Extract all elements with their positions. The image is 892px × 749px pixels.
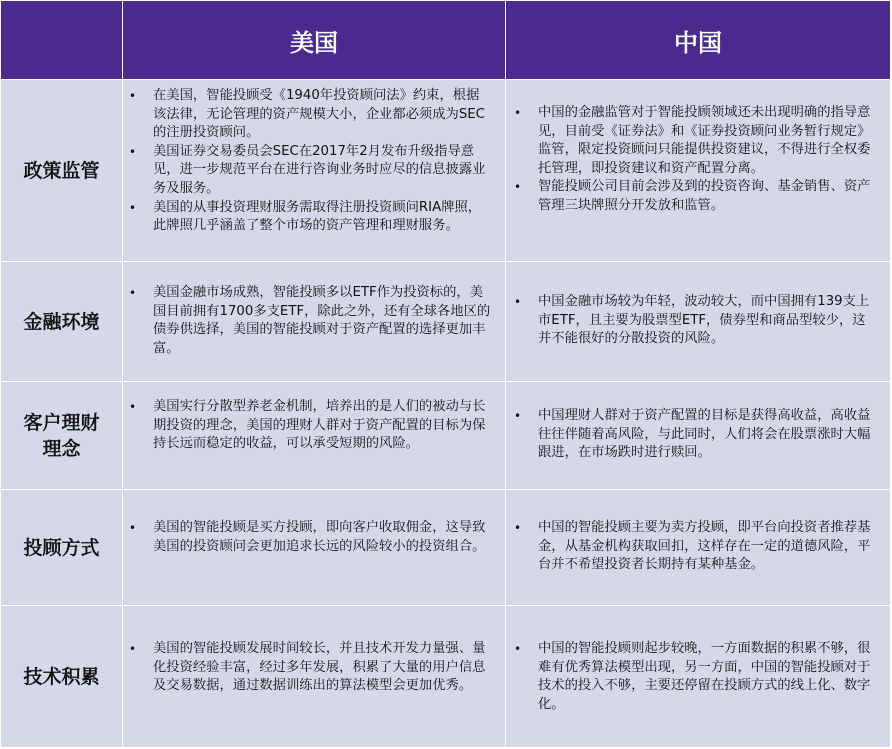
header-cn: 中国 (506, 1, 891, 80)
bullet-cn-policy-1: • 中国的金融监管对于智能投顾领域还未出现明确的指导意见，目前受《证券法》和《证券投资顾问业务暂行规定》监管，限定投资顾问只能提供投资建议，不得进行全权委托管理，即投资建议和资产配置分离。 (538, 104, 878, 178)
bullet-us-policy-3: • 美国的从事投资理财服务需取得注册投资顾问RIA牌照，此牌照几乎涵盖了整个市场的资产管理和理财服务。 (153, 199, 491, 236)
bullet-cn-advisory-mode-1: • 中国的智能投顾主要为卖方投顾，即平台向投资者推荐基金，从基金机构获取回扣，这样存在一定的道德风险，平台并不希望投资者长期持有某种基金。 (538, 519, 878, 575)
cell-cn-finance-env (506, 262, 891, 382)
row-label-client-philosophy (1, 382, 123, 490)
row-label-advisory-mode: 投顾方式 (1, 490, 123, 606)
bullet-us-client-philosophy-1: • 美国实行分散型养老金机制，培养出的是人们的被动与长期投资的理念，美国的理财人群对于资产配置的目标为保持长远而稳定的收益，可以承受短期的风险。 (153, 398, 491, 454)
row-label-finance-env: 金融环境 (1, 262, 123, 382)
cell-cn-tech-accumulation (506, 606, 891, 748)
row-tech-accumulation (1, 606, 891, 748)
header-row (1, 1, 891, 80)
bullet-us-policy-1: • 在美国，智能投顾受《1940年投资顾问法》约束，根据该法律，无论管理的资产规模大小，企业都必须成为SEC的注册投资顾问。 (153, 87, 491, 143)
cell-us-policy (123, 80, 506, 262)
cell-us-finance-env (123, 262, 506, 382)
bullet-cn-policy-2: • 智能投顾公司目前会涉及到的投资咨询、基金销售、资产管理三块牌照分开发放和监管。 (538, 178, 878, 215)
cell-cn-advisory-mode (506, 490, 891, 606)
row-advisory-mode (1, 490, 891, 606)
bullet-cn-tech-accumulation-1: • 中国的智能投顾则起步较晚，一方面数据的积累不够，很难有优秀算法模型出现，另一方面，中国的智能投顾对于技术的投入不够，主要还停留在投顾方式的线上化、数字化。 (538, 640, 878, 714)
bullet-us-finance-env-1: • 美国金融市场成熟，智能投顾多以ETF作为投资标的，美国目前拥有1700多支ETF，除此之外，还有全球各地区的债券供选择，美国的智能投顾对于资产配置的选择更加丰富。 (153, 284, 491, 358)
row-label-client-philosophy-text: 客户理财理念 (23, 411, 100, 460)
row-policy (1, 80, 891, 262)
bullet-us-advisory-mode-1: • 美国的智能投顾是买方投顾，即向客户收取佣金，这导致美国的投资顾问会更加追求长远的风险较小的投资组合。 (153, 519, 491, 556)
cell-us-client-philosophy (123, 382, 506, 490)
cell-cn-client-philosophy (506, 382, 891, 490)
header-corner (1, 1, 123, 80)
row-finance-env (1, 262, 891, 382)
bullet-us-tech-accumulation-1: • 美国的智能投顾发展时间较长，并且技术开发力量强、量化投资经验丰富，经过多年发展，积累了大量的用户信息及交易数据，通过数据训练出的算法模型会更加优秀。 (153, 640, 491, 696)
cell-us-advisory-mode (123, 490, 506, 606)
bullet-us-policy-2: • 美国证券交易委员会SEC在2017年2月发布升级指导意见，进一步规范平台在进行咨询业务时应尽的信息披露业务及服务。 (153, 143, 491, 199)
row-client-philosophy (1, 382, 891, 490)
cell-cn-policy (506, 80, 891, 262)
bullet-cn-client-philosophy-1: • 中国理财人群对于资产配置的目标是获得高收益，高收益往往伴随着高风险，与此同时，人们将会在股票涨时大幅跟进，在市场跌时进行赎回。 (538, 407, 878, 463)
header-us: 美国 (123, 1, 506, 80)
row-label-tech-accumulation: 技术积累 (1, 606, 123, 748)
row-label-policy: 政策监管 (1, 80, 123, 262)
bullet-cn-finance-env-1: • 中国金融市场较为年轻，波动较大，而中国拥有139支上市ETF，且主要为股票型ETF，债券型和商品型较少，这并不能很好的分散投资的风险。 (538, 293, 878, 349)
cell-us-tech-accumulation (123, 606, 506, 748)
